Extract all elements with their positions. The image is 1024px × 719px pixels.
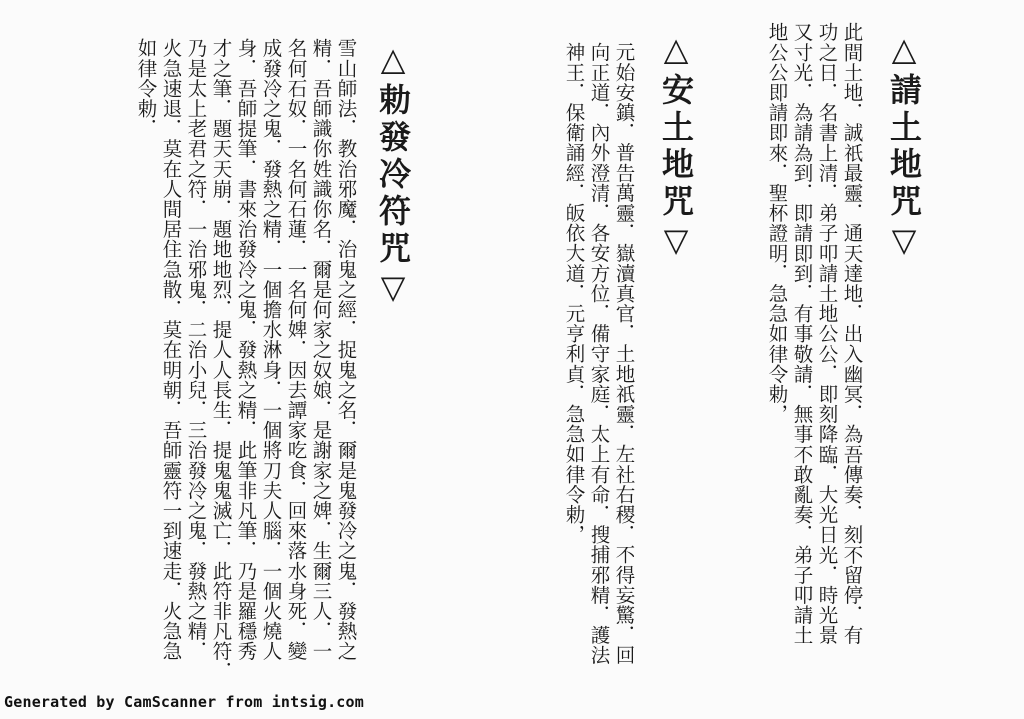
text-line: 雪山師法．教治邪魔．治鬼之經．捉鬼之名．爾是鬼發冷之鬼．發熱之 (334, 38, 358, 662)
text-line: 此間土地．誠祇最靈．通天達地．出入幽冥．為吾傳奏．刻不留停．有 (840, 22, 864, 646)
text-line: 火急速退．莫在人間居住急散．莫在明朝．吾師靈符一到速走．火急急 (159, 38, 183, 662)
text-line: 神王．保衛誦經．皈依大道．元亨利貞．急急如律令勅， (562, 42, 586, 545)
text-line: 向正道．內外澄清．各安方位．備守家庭．太上有命．搜捕邪精．護法 (587, 42, 611, 666)
text-line: 乃是太上老君之符．一治邪鬼．二治小兒．三治發冷之鬼．發熱之精． (184, 38, 208, 662)
text-line: 元始安鎮．普告萬靈．嶽瀆真官．土地祇靈．左社右稷．不得妄驚．回 (612, 42, 636, 666)
text-line: 功之日．名書上清．弟子叩請土地公公．即刻降臨．大光日光．時光景 (815, 22, 839, 646)
text-line: 如律令勅． (134, 38, 158, 139)
text-line: 精．吾師識你姓識你名．爾是何家之奴娘．是謝家之婢．生爾三人．一 (309, 38, 333, 662)
section-title-qing-tudi: △請土地咒▽ (885, 30, 923, 264)
text-line: 名何石奴．一名何石蓮．一名何婢．因去譚家吃食．回來落水身死．變 (284, 38, 308, 662)
text-line: 成發冷之鬼．發熱之精．一個擔水淋身．一個將刀夫人腦．一個火燒人 (259, 38, 283, 662)
section-title-an-tudi: △安土地咒▽ (657, 30, 695, 264)
text-line: 地公公即請即來．聖杯證明．急急如律令勅， (765, 22, 789, 424)
text-line: 又寸光．為請為到．即請即到．有事敬請．無事不敢亂奏．弟子叩請土 (790, 22, 814, 646)
text-line: 身．吾師提筆．書來治發冷之鬼．發熱之精．此筆非凡筆．乃是羅穩秀 (234, 38, 258, 662)
scanner-watermark-footer: Generated by CamScanner from intsig.com (4, 693, 364, 711)
section-title-fa-leng-fu: △勅發冷符咒▽ (374, 40, 412, 311)
text-line: 才之筆．題天天崩．題地地烈．提人人長生．提鬼鬼滅亡．此符非凡符． (209, 38, 233, 682)
